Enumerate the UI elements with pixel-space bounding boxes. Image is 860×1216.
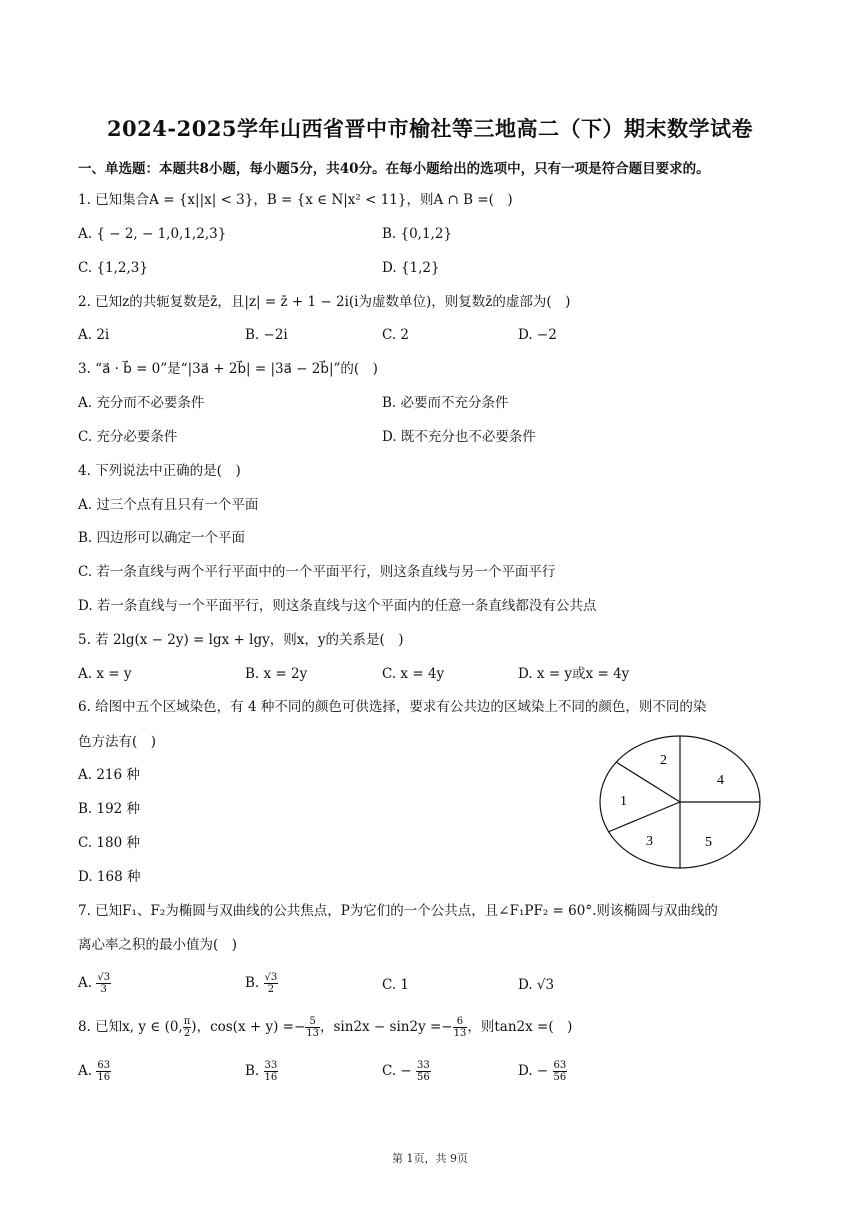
numerator: 33 — [417, 1060, 430, 1071]
question-6-stem-line2: 色方法有( ) — [78, 734, 157, 750]
question-8-stem — [78, 1016, 572, 1039]
question-3-stem: 3. “a⃗ · b⃗ = 0”是“|3a⃗ + 2b⃗| = |3a⃗ − 2b⃗|”的( ) — [78, 361, 378, 377]
question-5-option-b: B. x = 2y — [245, 666, 308, 682]
question-8-option-c — [382, 1060, 431, 1083]
numerator: √3 — [264, 972, 278, 983]
question-4-option-a: A. 过三个点有且只有一个平面 — [78, 497, 259, 513]
fraction — [416, 1060, 431, 1083]
section-heading: 一、单选题：本题共8小题，每小题5分，共40分。在每小题给出的选项中，只有一项是符合题目要求的。 — [78, 161, 710, 177]
region-label-4: 4 — [717, 773, 724, 788]
page-footer: 第 1页，共 9页 — [392, 1152, 468, 1165]
question-1-option-d: D. {1,2} — [382, 260, 440, 276]
question-6-option-a: A. 216 种 — [78, 767, 140, 783]
question-7-option-d: D. √3 — [518, 977, 555, 993]
denominator: 2 — [267, 984, 275, 995]
question-7-stem-line2: 离心率之积的最小值为( ) — [78, 937, 238, 953]
question-3-option-a: A. 充分而不必要条件 — [78, 395, 205, 411]
stem-part: ，则tan2x =( ) — [467, 1019, 573, 1035]
question-1-option-c: C. {1,2,3} — [78, 260, 148, 276]
numerator: 5 — [305, 1016, 320, 1028]
option-label: B. — [245, 975, 260, 991]
stem-part: ，sin2x − sin2y =− — [320, 1019, 453, 1035]
region-label-2: 2 — [660, 753, 667, 768]
question-7-option-c: C. 1 — [382, 977, 410, 993]
option-label: A. — [78, 975, 93, 991]
question-1-stem: 1. 已知集合A = {x||x| < 3}，B = {x ∈ N|x² < 11}，则A ∩ B =( ) — [78, 192, 513, 208]
question-5-stem: 5. 若 2lg(x − 2y) = lgx + lgy，则x，y的关系是( ) — [78, 632, 404, 648]
coloring-regions-figure — [596, 734, 764, 870]
numerator: 6 — [453, 1016, 468, 1028]
fraction — [96, 972, 111, 995]
numerator: √3 — [97, 972, 111, 983]
question-6-option-b: B. 192 种 — [78, 801, 141, 817]
denominator: 2 — [183, 1028, 191, 1039]
region-label-5: 5 — [705, 835, 712, 850]
question-7-option-a — [78, 972, 111, 995]
stem-part: 8. 已知x, y ∈ (0, — [78, 1019, 183, 1035]
option-label: D. − — [518, 1063, 549, 1079]
fraction — [453, 1016, 468, 1039]
question-4-option-b: B. 四边形可以确定一个平面 — [78, 530, 246, 546]
question-2-stem: 2. 已知z的共轭复数是z̄，且|z| = z̄ + 1 − 2i(i为虚数单位)，则复数z̄的虚部为( ) — [78, 294, 571, 310]
question-5-option-a: A. x = y — [78, 666, 132, 682]
question-7-option-b — [245, 972, 278, 995]
fraction — [264, 972, 279, 995]
question-5-option-d: D. x = y或x = 4y — [518, 666, 630, 682]
numerator: π — [183, 1016, 191, 1027]
question-3-option-c: C. 充分必要条件 — [78, 429, 178, 445]
question-3-option-d: D. 既不充分也不必要条件 — [382, 429, 536, 445]
denominator: 3 — [100, 984, 107, 995]
denominator: 16 — [264, 1072, 278, 1083]
fraction — [96, 1060, 111, 1083]
question-6-option-c: C. 180 种 — [78, 835, 140, 851]
question-4-option-d: D. 若一条直线与一个平面平行，则这条直线与这个平面内的任意一条直线都没有公共点 — [78, 598, 597, 614]
question-1-option-a: A. { − 2, − 1,0,1,2,3} — [78, 226, 227, 242]
denominator: 13 — [453, 1028, 467, 1039]
question-2-option-a: A. 2i — [78, 327, 110, 343]
region-label-3: 3 — [646, 834, 653, 849]
question-5-option-c: C. x = 4y — [382, 666, 445, 682]
denominator: 13 — [306, 1028, 319, 1039]
option-label: B. — [245, 1063, 260, 1079]
option-label: A. — [78, 1063, 93, 1079]
denominator: 56 — [553, 1072, 567, 1083]
question-8-option-b — [245, 1060, 278, 1083]
question-8-option-d — [518, 1060, 567, 1083]
question-8-option-a — [78, 1060, 111, 1083]
denominator: 16 — [97, 1072, 111, 1083]
fraction — [183, 1016, 192, 1039]
fraction — [553, 1060, 568, 1083]
question-2-option-c: C. 2 — [382, 327, 410, 343]
question-7-stem-line1: 7. 已知F₁、F₂为椭圆与双曲线的公共焦点，P为它们的一个公共点，且∠F₁PF₂ = 60°.则该椭圆与双曲线的 — [78, 903, 718, 919]
question-4-option-c: C. 若一条直线与两个平行平面中的一个平面平行，则这条直线与另一个平面平行 — [78, 564, 556, 580]
numerator: 63 — [553, 1060, 567, 1071]
fraction — [305, 1016, 320, 1039]
regions-diagram — [596, 734, 764, 870]
fraction — [264, 1060, 279, 1083]
question-1-option-b: B. {0,1,2} — [382, 226, 453, 242]
region-label-1: 1 — [620, 794, 627, 809]
option-label: C. − — [382, 1063, 412, 1079]
question-2-option-b: B. −2i — [245, 327, 288, 343]
question-6-option-d: D. 168 种 — [78, 869, 141, 885]
page-title: 2024-2025学年山西省晋中市榆社等三地高二（下）期末数学试卷 — [106, 116, 754, 141]
numerator: 33 — [264, 1060, 278, 1071]
question-4-stem: 4. 下列说法中正确的是( ) — [78, 463, 241, 479]
denominator: 56 — [417, 1072, 430, 1083]
stem-part: )，cos(x + y) =− — [191, 1019, 306, 1035]
question-2-option-d: D. −2 — [518, 327, 557, 343]
question-3-option-b: B. 必要而不充分条件 — [382, 395, 509, 411]
numerator: 63 — [97, 1060, 111, 1071]
question-6-stem-line1: 6. 给图中五个区域染色，有 4 种不同的颜色可供选择，要求有公共边的区域染上不同的颜色，则不同的染 — [78, 699, 707, 715]
